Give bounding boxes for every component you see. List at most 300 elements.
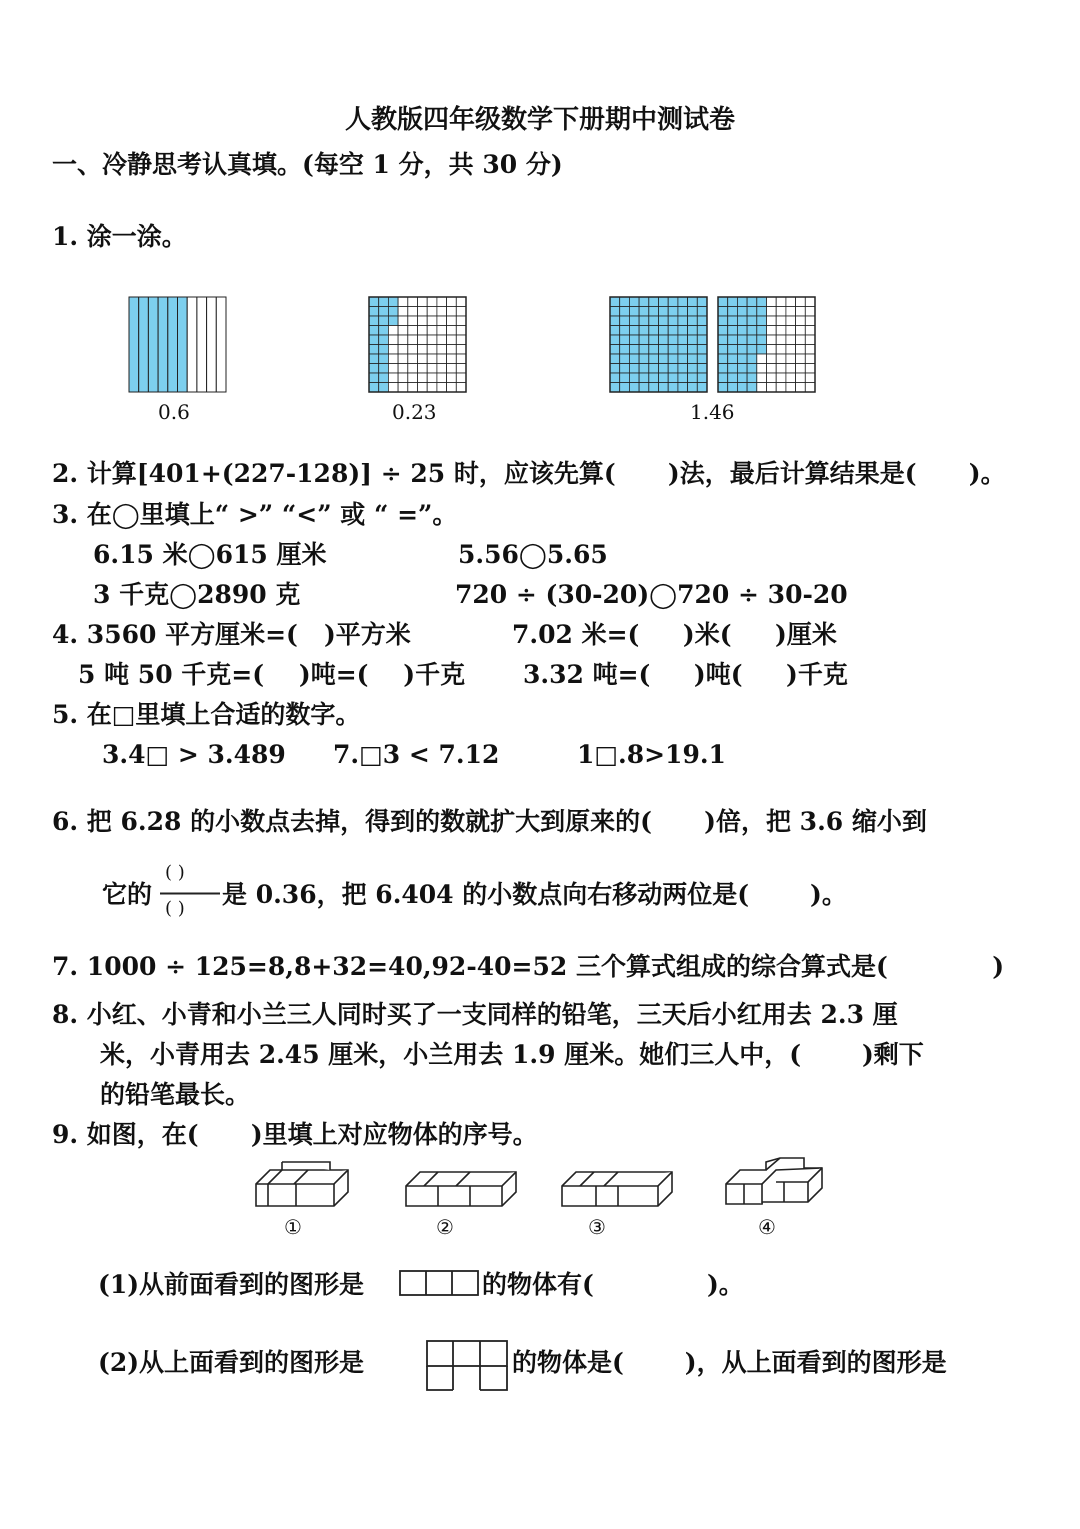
grid-cell[interactable]: [776, 307, 786, 317]
grid-cell[interactable]: [728, 364, 738, 374]
grid-cell[interactable]: [757, 307, 767, 317]
grid-cell[interactable]: [776, 297, 786, 307]
grid-cell[interactable]: [747, 297, 757, 307]
grid-cell[interactable]: [737, 345, 747, 355]
grid-cell[interactable]: [437, 354, 447, 364]
grid-cell[interactable]: [678, 316, 688, 326]
grid-cell[interactable]: [688, 354, 698, 364]
grid-cell[interactable]: [659, 354, 669, 364]
grid-cell[interactable]: [737, 383, 747, 393]
grid-cell[interactable]: [805, 354, 815, 364]
grid-cell[interactable]: [757, 383, 767, 393]
grid-cell[interactable]: [697, 316, 707, 326]
grid-cell[interactable]: [639, 345, 649, 355]
grid-cell[interactable]: [427, 335, 437, 345]
grid-cell[interactable]: [610, 373, 620, 383]
grid-cell[interactable]: [796, 297, 806, 307]
grid-cell[interactable]: [796, 307, 806, 317]
grid-cell[interactable]: [388, 326, 398, 336]
grid-cell[interactable]: [678, 345, 688, 355]
grid-cell[interactable]: [398, 354, 408, 364]
grid-cell[interactable]: [456, 383, 466, 393]
grid-cell[interactable]: [688, 316, 698, 326]
grid-cell[interactable]: [369, 316, 379, 326]
grid-cell[interactable]: [388, 335, 398, 345]
grid-cell[interactable]: [776, 354, 786, 364]
grid-cell[interactable]: [649, 297, 659, 307]
grid-cell[interactable]: [728, 307, 738, 317]
grid-cell[interactable]: [418, 354, 428, 364]
grid-cell[interactable]: [620, 364, 630, 374]
grid-cell[interactable]: [369, 297, 379, 307]
grid-cell[interactable]: [697, 326, 707, 336]
grid-cell[interactable]: [427, 316, 437, 326]
grid-cell[interactable]: [697, 364, 707, 374]
grid-cell[interactable]: [610, 316, 620, 326]
grid-hundredths-partial[interactable]: [718, 297, 816, 393]
grid-cell[interactable]: [398, 316, 408, 326]
grid-cell[interactable]: [805, 326, 815, 336]
grid-cell[interactable]: [688, 373, 698, 383]
grid-cell[interactable]: [629, 373, 639, 383]
grid-cell[interactable]: [629, 297, 639, 307]
grid-cell[interactable]: [697, 297, 707, 307]
grid-cell[interactable]: [757, 335, 767, 345]
grid-cell[interactable]: [757, 354, 767, 364]
grid-cell[interactable]: [620, 297, 630, 307]
grid-cell[interactable]: [767, 307, 777, 317]
grid-cell[interactable]: [767, 297, 777, 307]
grid-cell[interactable]: [447, 354, 457, 364]
grid-cell[interactable]: [456, 345, 466, 355]
grid-hundredths-full[interactable]: [610, 297, 708, 393]
grid-cell[interactable]: [697, 335, 707, 345]
grid-cell[interactable]: [678, 326, 688, 336]
grid-cell[interactable]: [379, 364, 389, 374]
grid-cell[interactable]: [639, 383, 649, 393]
grid-cell[interactable]: [427, 373, 437, 383]
grid-cell[interactable]: [697, 345, 707, 355]
grid-cell[interactable]: [639, 316, 649, 326]
grid-cell[interactable]: [718, 354, 728, 364]
grid-cell[interactable]: [767, 354, 777, 364]
grid-cell[interactable]: [688, 364, 698, 374]
grid-cell[interactable]: [369, 345, 379, 355]
grid-cell[interactable]: [757, 326, 767, 336]
grid-cell[interactable]: [620, 326, 630, 336]
grid-cell[interactable]: [408, 316, 418, 326]
grid-cell[interactable]: [786, 383, 796, 393]
grid-cell[interactable]: [767, 345, 777, 355]
grid-cell[interactable]: [728, 316, 738, 326]
grid-cell[interactable]: [437, 373, 447, 383]
grid-cell[interactable]: [747, 345, 757, 355]
grid-cell[interactable]: [379, 297, 389, 307]
grid-cell[interactable]: [668, 364, 678, 374]
grid-cell[interactable]: [776, 345, 786, 355]
grid-cell[interactable]: [437, 383, 447, 393]
grid-cell[interactable]: [668, 316, 678, 326]
grid-cell[interactable]: [678, 373, 688, 383]
grid-cell[interactable]: [388, 316, 398, 326]
grid-cell[interactable]: [796, 326, 806, 336]
grid-cell[interactable]: [447, 373, 457, 383]
grid-cell[interactable]: [620, 316, 630, 326]
grid-cell[interactable]: [649, 354, 659, 364]
grid-cell[interactable]: [408, 383, 418, 393]
grid-cell[interactable]: [776, 364, 786, 374]
grid-cell[interactable]: [620, 345, 630, 355]
grid-cell[interactable]: [678, 383, 688, 393]
grid-cell[interactable]: [379, 345, 389, 355]
grid-cell[interactable]: [437, 316, 447, 326]
grid-cell[interactable]: [786, 326, 796, 336]
grid-cell[interactable]: [796, 335, 806, 345]
grid-cell[interactable]: [805, 364, 815, 374]
grid-column[interactable]: [168, 297, 178, 392]
grid-cell[interactable]: [786, 364, 796, 374]
grid-cell[interactable]: [437, 345, 447, 355]
grid-cell[interactable]: [369, 307, 379, 317]
grid-cell[interactable]: [796, 383, 806, 393]
grid-cell[interactable]: [418, 345, 428, 355]
grid-cell[interactable]: [786, 297, 796, 307]
grid-cell[interactable]: [805, 345, 815, 355]
grid-cell[interactable]: [776, 316, 786, 326]
grid-cell[interactable]: [678, 354, 688, 364]
grid-cell[interactable]: [805, 307, 815, 317]
grid-cell[interactable]: [379, 373, 389, 383]
grid-cell[interactable]: [786, 335, 796, 345]
grid-cell[interactable]: [688, 307, 698, 317]
grid-cell[interactable]: [767, 364, 777, 374]
grid-cell[interactable]: [408, 307, 418, 317]
grid-cell[interactable]: [398, 345, 408, 355]
grid-cell[interactable]: [379, 354, 389, 364]
grid-cell[interactable]: [610, 335, 620, 345]
grid-cell[interactable]: [659, 345, 669, 355]
grid-cell[interactable]: [767, 335, 777, 345]
grid-cell[interactable]: [767, 326, 777, 336]
grid-cell[interactable]: [610, 326, 620, 336]
grid-cell[interactable]: [668, 345, 678, 355]
grid-column[interactable]: [178, 297, 188, 392]
grid-cell[interactable]: [659, 297, 669, 307]
grid-cell[interactable]: [697, 383, 707, 393]
grid-cell[interactable]: [639, 354, 649, 364]
grid-cell[interactable]: [649, 364, 659, 374]
grid-cell[interactable]: [737, 373, 747, 383]
grid-cell[interactable]: [728, 383, 738, 393]
grid-cell[interactable]: [456, 354, 466, 364]
grid-cell[interactable]: [786, 307, 796, 317]
grid-cell[interactable]: [796, 316, 806, 326]
grid-column[interactable]: [216, 297, 226, 392]
grid-cell[interactable]: [369, 383, 379, 393]
grid-cell[interactable]: [408, 345, 418, 355]
grid-cell[interactable]: [649, 373, 659, 383]
grid-cell[interactable]: [668, 373, 678, 383]
grid-cell[interactable]: [728, 373, 738, 383]
grid-cell[interactable]: [649, 383, 659, 393]
grid-cell[interactable]: [737, 364, 747, 374]
grid-column[interactable]: [129, 297, 139, 392]
grid-cell[interactable]: [767, 373, 777, 383]
grid-cell[interactable]: [728, 335, 738, 345]
grid-cell[interactable]: [610, 307, 620, 317]
grid-cell[interactable]: [757, 316, 767, 326]
grid-column[interactable]: [158, 297, 168, 392]
grid-cell[interactable]: [688, 297, 698, 307]
grid-cell[interactable]: [805, 316, 815, 326]
grid-cell[interactable]: [697, 354, 707, 364]
grid-column[interactable]: [197, 297, 207, 392]
grid-cell[interactable]: [437, 364, 447, 374]
grid-cell[interactable]: [776, 373, 786, 383]
grid-cell[interactable]: [398, 297, 408, 307]
grid-cell[interactable]: [369, 364, 379, 374]
grid-cell[interactable]: [737, 307, 747, 317]
grid-cell[interactable]: [737, 297, 747, 307]
grid-cell[interactable]: [418, 373, 428, 383]
grid-cell[interactable]: [610, 383, 620, 393]
grid-cell[interactable]: [747, 316, 757, 326]
grid-cell[interactable]: [639, 373, 649, 383]
grid-cell[interactable]: [620, 335, 630, 345]
grid-cell[interactable]: [668, 307, 678, 317]
grid-cell[interactable]: [649, 316, 659, 326]
grid-cell[interactable]: [776, 335, 786, 345]
grid-cell[interactable]: [639, 335, 649, 345]
grid-cell[interactable]: [668, 354, 678, 364]
grid-cell[interactable]: [388, 307, 398, 317]
grid-cell[interactable]: [697, 307, 707, 317]
grid-cell[interactable]: [796, 354, 806, 364]
grid-cell[interactable]: [668, 326, 678, 336]
grid-cell[interactable]: [796, 373, 806, 383]
grid-cell[interactable]: [659, 335, 669, 345]
grid-cell[interactable]: [728, 345, 738, 355]
grid-cell[interactable]: [620, 354, 630, 364]
grid-tenths[interactable]: [129, 297, 227, 393]
grid-cell[interactable]: [737, 316, 747, 326]
grid-cell[interactable]: [639, 326, 649, 336]
grid-cell[interactable]: [629, 326, 639, 336]
grid-cell[interactable]: [398, 373, 408, 383]
grid-cell[interactable]: [668, 335, 678, 345]
grid-cell[interactable]: [456, 335, 466, 345]
grid-cell[interactable]: [418, 307, 428, 317]
grid-cell[interactable]: [659, 326, 669, 336]
grid-cell[interactable]: [678, 307, 688, 317]
grid-cell[interactable]: [776, 326, 786, 336]
grid-cell[interactable]: [747, 335, 757, 345]
grid-cell[interactable]: [447, 307, 457, 317]
grid-cell[interactable]: [718, 316, 728, 326]
grid-cell[interactable]: [688, 326, 698, 336]
grid-column[interactable]: [187, 297, 197, 392]
grid-cell[interactable]: [427, 345, 437, 355]
grid-cell[interactable]: [639, 364, 649, 374]
grid-cell[interactable]: [639, 297, 649, 307]
grid-cell[interactable]: [805, 373, 815, 383]
grid-cell[interactable]: [620, 383, 630, 393]
grid-cell[interactable]: [757, 364, 767, 374]
grid-cell[interactable]: [427, 364, 437, 374]
grid-cell[interactable]: [456, 373, 466, 383]
grid-cell[interactable]: [718, 326, 728, 336]
grid-cell[interactable]: [747, 354, 757, 364]
grid-cell[interactable]: [629, 364, 639, 374]
grid-cell[interactable]: [718, 383, 728, 393]
grid-cell[interactable]: [737, 335, 747, 345]
grid-cell[interactable]: [659, 373, 669, 383]
grid-cell[interactable]: [747, 373, 757, 383]
grid-cell[interactable]: [688, 383, 698, 393]
grid-cell[interactable]: [408, 335, 418, 345]
grid-cell[interactable]: [649, 326, 659, 336]
grid-cell[interactable]: [447, 326, 457, 336]
grid-cell[interactable]: [620, 307, 630, 317]
grid-cell[interactable]: [629, 354, 639, 364]
grid-cell[interactable]: [718, 373, 728, 383]
grid-cell[interactable]: [767, 316, 777, 326]
grid-cell[interactable]: [757, 345, 767, 355]
grid-cell[interactable]: [805, 383, 815, 393]
grid-cell[interactable]: [456, 316, 466, 326]
grid-cell[interactable]: [427, 354, 437, 364]
grid-cell[interactable]: [398, 364, 408, 374]
grid-cell[interactable]: [379, 335, 389, 345]
grid-cell[interactable]: [388, 354, 398, 364]
grid-cell[interactable]: [805, 297, 815, 307]
grid-cell[interactable]: [408, 297, 418, 307]
grid-cell[interactable]: [418, 383, 428, 393]
grid-cell[interactable]: [678, 364, 688, 374]
grid-cell[interactable]: [447, 383, 457, 393]
grid-cell[interactable]: [629, 307, 639, 317]
grid-cell[interactable]: [737, 326, 747, 336]
grid-cell[interactable]: [659, 316, 669, 326]
grid-cell[interactable]: [418, 326, 428, 336]
grid-cell[interactable]: [668, 297, 678, 307]
grid-cell[interactable]: [649, 335, 659, 345]
grid-cell[interactable]: [388, 345, 398, 355]
grid-cell[interactable]: [629, 316, 639, 326]
grid-cell[interactable]: [398, 335, 408, 345]
grid-cell[interactable]: [610, 297, 620, 307]
grid-cell[interactable]: [776, 383, 786, 393]
grid-cell[interactable]: [427, 297, 437, 307]
grid-column[interactable]: [207, 297, 217, 392]
grid-cell[interactable]: [388, 383, 398, 393]
grid-cell[interactable]: [379, 307, 389, 317]
grid-cell[interactable]: [427, 307, 437, 317]
grid-column[interactable]: [148, 297, 158, 392]
grid-cell[interactable]: [398, 307, 408, 317]
grid-cell[interactable]: [408, 326, 418, 336]
grid-cell[interactable]: [678, 297, 688, 307]
grid-cell[interactable]: [427, 326, 437, 336]
grid-cell[interactable]: [456, 326, 466, 336]
grid-cell[interactable]: [718, 297, 728, 307]
grid-cell[interactable]: [437, 326, 447, 336]
grid-cell[interactable]: [369, 354, 379, 364]
grid-cell[interactable]: [728, 354, 738, 364]
grid-cell[interactable]: [757, 297, 767, 307]
grid-cell[interactable]: [418, 316, 428, 326]
grid-cell[interactable]: [418, 297, 428, 307]
grid-cell[interactable]: [437, 307, 447, 317]
grid-cell[interactable]: [418, 335, 428, 345]
grid-cell[interactable]: [718, 364, 728, 374]
grid-cell[interactable]: [369, 335, 379, 345]
grid-cell[interactable]: [728, 297, 738, 307]
grid-cell[interactable]: [767, 383, 777, 393]
grid-cell[interactable]: [418, 364, 428, 374]
grid-cell[interactable]: [659, 364, 669, 374]
grid-cell[interactable]: [649, 307, 659, 317]
grid-hundredths[interactable]: [369, 297, 467, 393]
grid-cell[interactable]: [747, 307, 757, 317]
grid-cell[interactable]: [786, 345, 796, 355]
grid-cell[interactable]: [379, 326, 389, 336]
grid-cell[interactable]: [437, 297, 447, 307]
grid-cell[interactable]: [408, 373, 418, 383]
grid-cell[interactable]: [786, 373, 796, 383]
grid-cell[interactable]: [379, 316, 389, 326]
grid-cell[interactable]: [456, 364, 466, 374]
grid-cell[interactable]: [447, 297, 457, 307]
grid-cell[interactable]: [629, 335, 639, 345]
grid-cell[interactable]: [447, 345, 457, 355]
grid-cell[interactable]: [786, 316, 796, 326]
grid-cell[interactable]: [718, 345, 728, 355]
grid-cell[interactable]: [447, 364, 457, 374]
grid-cell[interactable]: [786, 354, 796, 364]
grid-cell[interactable]: [737, 354, 747, 364]
grid-cell[interactable]: [427, 383, 437, 393]
grid-cell[interactable]: [688, 335, 698, 345]
grid-cell[interactable]: [610, 345, 620, 355]
grid-cell[interactable]: [757, 373, 767, 383]
grid-cell[interactable]: [796, 345, 806, 355]
grid-cell[interactable]: [629, 383, 639, 393]
grid-cell[interactable]: [688, 345, 698, 355]
grid-cell[interactable]: [747, 383, 757, 393]
grid-cell[interactable]: [697, 373, 707, 383]
grid-cell[interactable]: [437, 335, 447, 345]
grid-cell[interactable]: [610, 364, 620, 374]
grid-cell[interactable]: [728, 326, 738, 336]
grid-cell[interactable]: [629, 345, 639, 355]
grid-cell[interactable]: [388, 364, 398, 374]
grid-cell[interactable]: [747, 326, 757, 336]
grid-cell[interactable]: [668, 383, 678, 393]
grid-cell[interactable]: [379, 383, 389, 393]
grid-cell[interactable]: [388, 297, 398, 307]
grid-cell[interactable]: [369, 373, 379, 383]
grid-cell[interactable]: [447, 316, 457, 326]
grid-cell[interactable]: [408, 364, 418, 374]
grid-cell[interactable]: [456, 297, 466, 307]
grid-cell[interactable]: [398, 326, 408, 336]
grid-cell[interactable]: [408, 354, 418, 364]
grid-cell[interactable]: [678, 335, 688, 345]
grid-cell[interactable]: [718, 307, 728, 317]
grid-cell[interactable]: [639, 307, 649, 317]
grid-column[interactable]: [139, 297, 149, 392]
